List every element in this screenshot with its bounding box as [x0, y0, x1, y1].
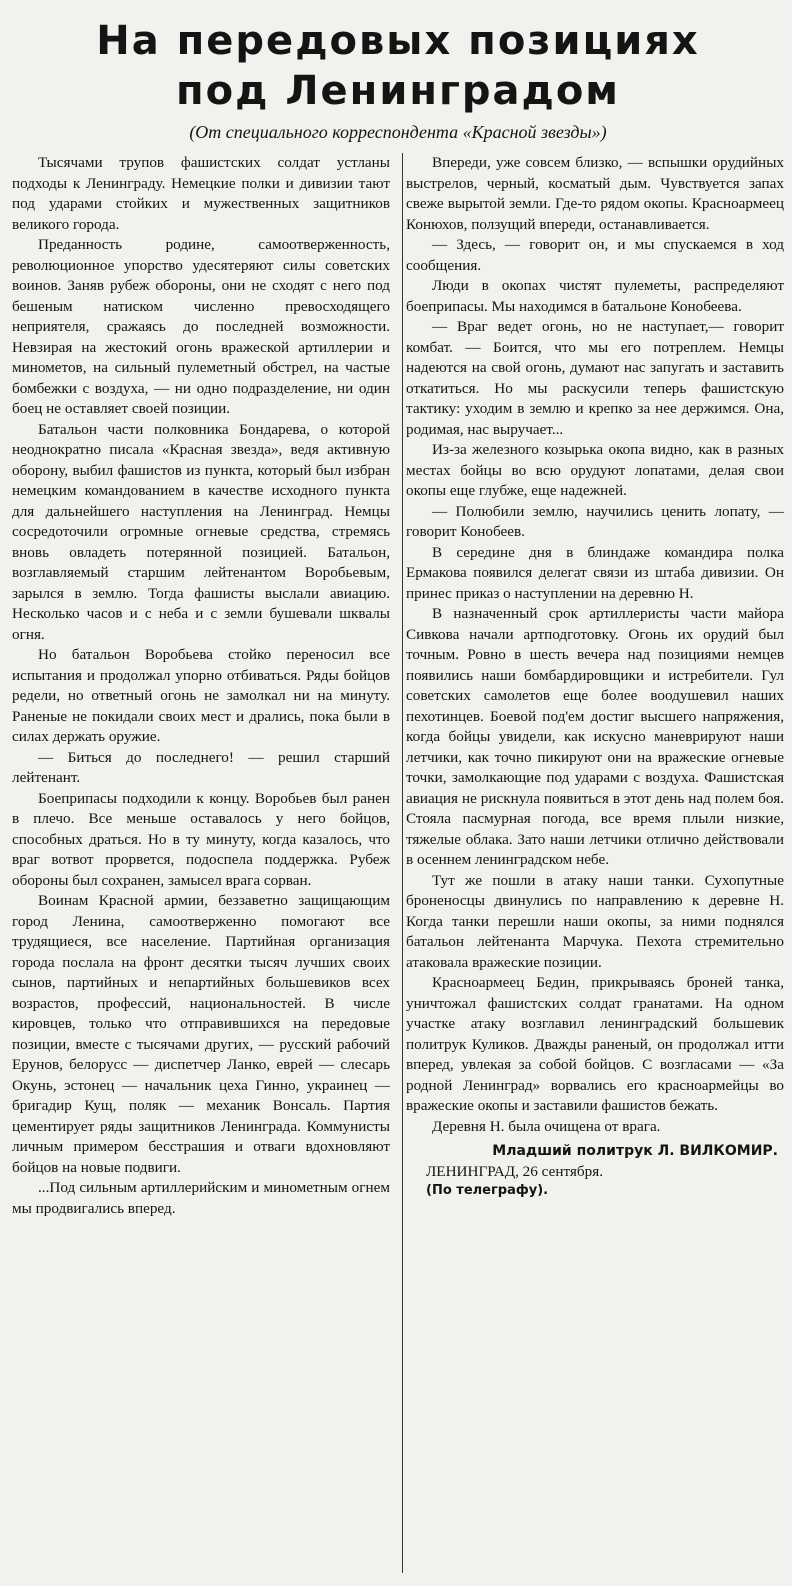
paragraph: — Полюбили землю, научились ценить лопату, — говорит Конобеев. [406, 502, 784, 540]
paragraph: В середине дня в блиндаже командира полка Ермакова появился делегат связи из штаба дивизии. Он принес приказ о наступлении на деревню Н. [406, 543, 784, 602]
left-column [12, 153, 398, 1219]
article-columns [12, 153, 784, 1219]
headline [12, 16, 784, 116]
paragraph: — Здесь, — говорит он, и мы спускаемся в ход сообщения. [406, 236, 784, 274]
paragraph: Тут же пошли в атаку наши танки. Сухопутные броненосцы двинулись по направлению к деревне Н. Когда танки перешли наши окопы, за ними поднялся батальон лейтенанта Марчука. Пехота стремительно атаковала вражеские позиции. [406, 871, 784, 971]
column-divider [402, 153, 403, 1573]
paragraph: Преданность родине, самоотверженность, революционное упорство удесятеряют силы советских воинов. Заняв рубеж обороны, они не сходят с него под бешеным натиском численно превосходящего неприятеля, сражаясь до последней возможности. Невзирая на жестокий огонь вражеской артиллерии и минометов, на сильный пулеметный обстрел, на частые бомбежки с воздуха, — ни одно подразделение, ни один боец не оставляет своей позиции. [12, 236, 390, 417]
byline-subtitle: (От специального корреспондента «Красной звезды») [189, 122, 607, 142]
paragraph: Деревня Н. была очищена от врага. [432, 1117, 661, 1135]
telegraph-note: (По телеграфу). [426, 1183, 549, 1198]
paragraph: Но батальон Воробьева стойко переносил все испытания и продолжал упорно отбиваться. Ряды бойцов редели, но ответный огонь не замолкал ни на минуту. Раненые не покидали своих мест и дрались, пока были в силах держать оружие. [12, 646, 390, 745]
headline-line-2: под Ленинградом [175, 68, 620, 114]
paragraph: Впереди, уже совсем близко, — вспышки орудийных выстрелов, черный, косматый дым. Чувствуется запах свеже вырытой земли. Где-то рядом окопы. Красноармеец Конюхов, ползущий впереди, останавливается. [406, 154, 784, 233]
paragraph: Люди в окопах чистят пулеметы, распределяют боеприпасы. Мы находимся в батальоне Конобеева. [406, 277, 784, 315]
paragraph: Тысячами трупов фашистских солдат устланы подходы к Ленинграду. Немецкие полки и дивизии тают под ударами стойких и мужественных защитников великого города. [12, 154, 390, 233]
paragraph: Красноармеец Бедин, прикрываясь броней танка, уничтожал фашистских солдат гранатами. На одном участке атаку возглавил ленинградский большевик политрук Куликов. Дважды раненый, он продолжал итти вперед, увлекая за собой бойцов. С возгласами — «За родной Ленинград» ворвались его красноармейцы во вражеские окопы и заставили фашистов бежать. [406, 974, 784, 1114]
headline-line-1: На передовых позициях [96, 18, 700, 64]
paragraph: Батальон части полковника Бондарева, о которой неоднократно писала «Красная звезда», ведя активную оборону, выбил фашистов из пункта, который был избран немецким командованием в качестве исходного пункта для дальнейшего наступления на Ленинград. Немцы сосредоточили огромные огневые средства, стремясь вновь овладеть потерянной позицией. Батальон, возглавляемый старшим лейтенантом Воробьевым, зарылся в землю. Тогда фашисты выслали авиацию. Несколько часов и с неба и с земли бушевали шквалы огня. [12, 420, 390, 643]
dateline: ЛЕНИНГРАД, 26 сентября. [426, 1163, 603, 1180]
paragraph: В назначенный срок артиллеристы части майора Сивкова начали артподготовку. Огонь их орудий был точным. Ровно в шесть вечера над позициями немцев появились наши бомбардировщики и истребители. Гул советских самолетов еще более воодушевил наших пехотинцев. Боевой под'ем достиг высшего напряжения, когда бойцы увидели, как искусно маневрируют наши летчики, как точно пикируют они на вражеские огневые точки, замолкающие под ударами с воздуха. Фашистская авиация не рискнула появиться в этот день над полем боя. Стояла пасмурная погода, все время плыли низкие, тяжелые облака. Зато наши летчики отлично действовали в осеннем ленинградском небе. [406, 605, 784, 868]
paragraph: — Биться до последнего! — решил старший лейтенант. [12, 748, 390, 786]
paragraph: Воинам Красной армии, беззаветно защищающим город Ленина, самоотверженно помогают все трудящиеся, все население. Партийная организация города послала на фронт десятки тысяч лучших своих сынов, партийных и непартийных большевиков всех возрастов, профессий, национальностей. В числе кировцев, только что отправившихся на передовые позиции, вместе с тысячами других, — русский рабочий Ерунов, белорусс — диспетчер Ланко, еврей — слесарь Окунь, эстонец — начальник цеха Гинно, украинец — бригадир Кущ, поляк — механик Вонсаль. Партия цементирует ряды защитников Ленинграда. Коммунисты личным примером бесстрашия и отваги вдохновляют бойцов на новые подвиги. [12, 892, 390, 1176]
paragraph: Из-за железного козырька окопа видно, как в разных местах бойцы во всю орудуют лопатами, делая свои окопы еще глубже, еще надежней. [406, 441, 784, 499]
paragraph: ...Под сильным артиллерийским и минометным огнем мы продвигались вперед. [12, 1179, 390, 1217]
paragraph: Боеприпасы подходили к концу. Воробьев был ранен в плечо. Все меньше оставалось у него бойцов, способных драться. Но в ту минуту, когда казалось, что враг вотвот прорвется, подоспела поддержка. Рубеж обороны был сохранен, замысел врага сорван. [12, 789, 390, 889]
paragraph: — Враг ведет огонь, но не наступает,— говорит комбат. — Боится, что мы его потреплем. Немцы надеются на свой огонь, думают нас запугать и заставить откатиться. Но мы раскусили теперь фашистскую тактику: уходим в землю и крепко за нее держимся. Она, родимая, нас выручает... [406, 318, 784, 438]
author-signature: Младший политрук Л. ВИЛКОМИР. [492, 1143, 778, 1159]
right-column [398, 153, 784, 1219]
